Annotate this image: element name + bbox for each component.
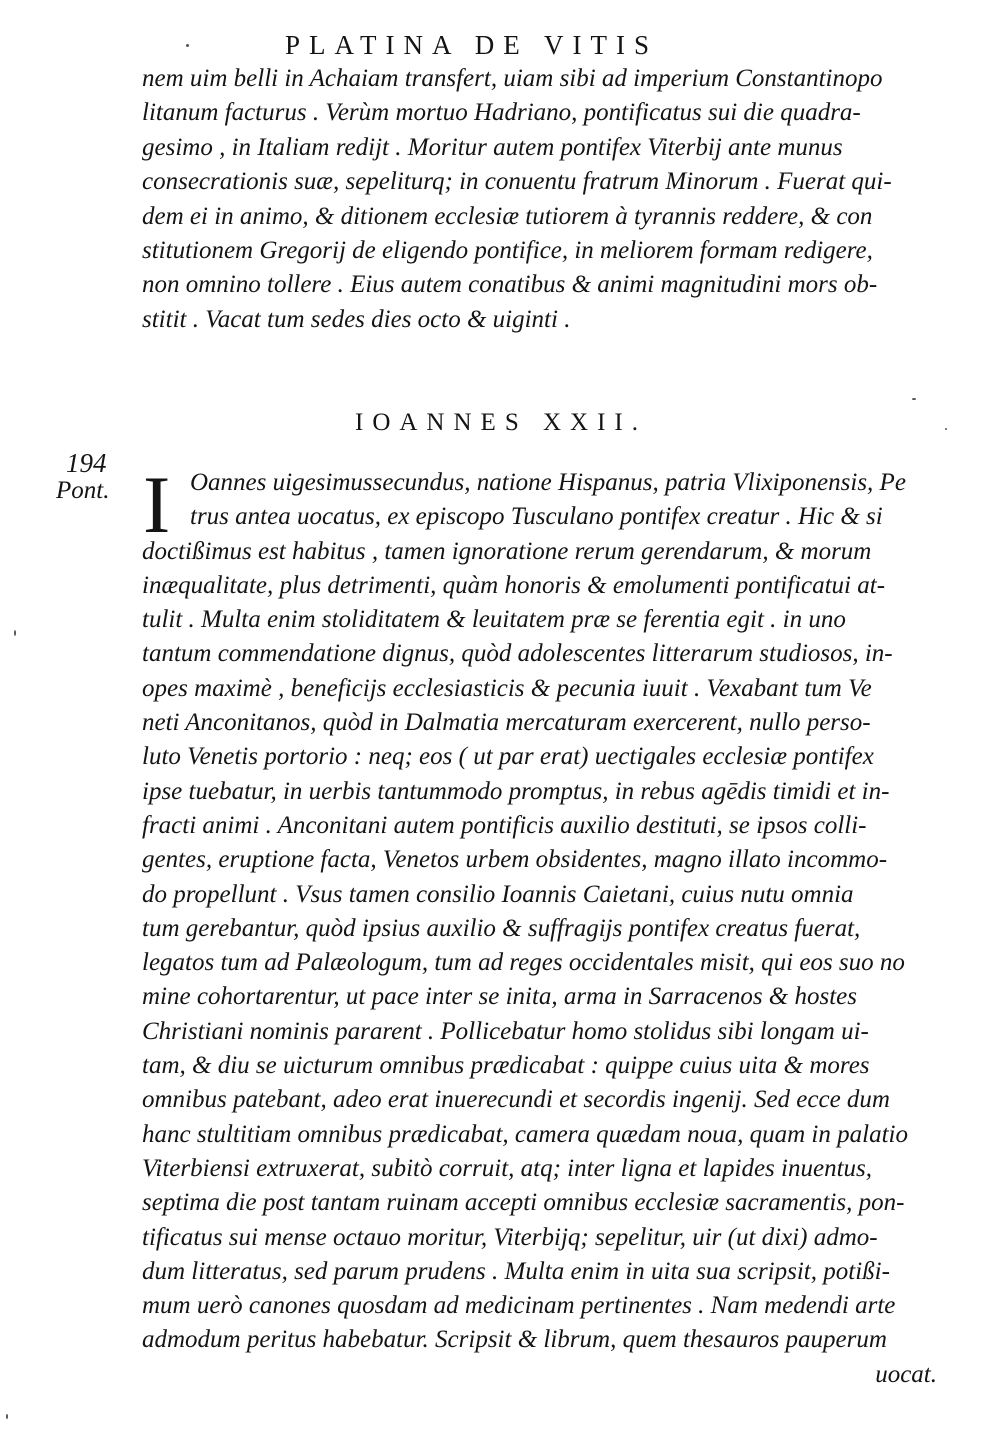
text-line: gentes, eruptione facta, Venetos urbem obsidentes, magno illato incommo- <box>142 846 888 874</box>
text-line: opes maximè , beneficijs ecclesiasticis & pecunia iuuit . Vexabant tum Ve <box>142 674 872 702</box>
text-line: neti Anconitanos, quòd in Dalmatia mercaturam exercerent, nullo perso- <box>142 709 871 737</box>
drop-cap: I <box>143 459 171 550</box>
text-line: non omnino tollere . Eius autem conatibus & animi magnitudini mors ob- <box>142 271 878 299</box>
text-line: gesimo , in Italiam redijt . Moritur autem pontifex Viterbij ante munus <box>142 133 843 161</box>
text-line: luto Venetis portorio : neq; eos ( ut par erat) uectigales ecclesiæ pontifex <box>142 743 874 771</box>
body-paragraph <box>142 459 952 1392</box>
text-line: septima die post tantam ruinam accepti omnibus ecclesiæ sacramentis, pon- <box>142 1189 905 1217</box>
ink-speck <box>945 428 947 430</box>
text-line: Oannes uigesimussecundus, natione Hispanus, patria Vlixiponensis, Pe <box>190 469 906 496</box>
text-line: mum uerò canones quosdam ad medicinam pertinentes . Nam medendi arte <box>142 1292 896 1320</box>
margin-pope-label: Pont. <box>56 477 110 504</box>
text-line: consecrationis suæ, sepeliturq; in conuentu fratrum Minorum . Fuerat qui- <box>142 168 892 196</box>
text-line: omnibus patebant, adeo erat inuerecundi et secordis ingenij. Sed ecce dum <box>142 1086 890 1114</box>
text-line: dem ei in animo, & ditionem ecclesiæ tutiorem à tyrannis reddere, & con <box>142 202 873 230</box>
text-line: tulit . Multa enim stoliditatem & leuitatem præ se ferentia egit . in uno <box>142 606 846 634</box>
ink-speck <box>14 630 16 636</box>
text-line: Viterbiensi extruxerat, subitò corruit, atq; inter ligna et lapides inuentus, <box>142 1154 873 1182</box>
running-head: PLATINA DE VITIS <box>285 30 658 60</box>
text-line: litanum facturus . Verùm mortuo Hadriano, pontificatus sui die quadra- <box>142 99 861 127</box>
top-paragraph <box>142 62 952 337</box>
section-heading: IOANNES XXII. <box>355 409 647 436</box>
text-line: ipse tuebatur, in uerbis tantummodo promptus, in rebus agēdis timidi et in- <box>142 777 890 805</box>
text-line: mine cohortarentur, ut pace inter se inita, arma in Sarracenos & hostes <box>142 983 857 1011</box>
margin-pope-number: 194 <box>66 448 107 478</box>
text-line: hanc stultitiam omnibus prædicabat, camera quædam noua, quam in palatio <box>142 1120 908 1148</box>
text-line: trus antea uocatus, ex episcopo Tusculano pontifex creatur . Hic & si <box>190 503 883 531</box>
text-line: tantum commendatione dignus, quòd adolescentes litterarum studiosos, in- <box>142 640 893 668</box>
text-line: legatos tum ad Palæologum, tum ad reges occidentales misit, qui eos suo no <box>142 949 905 977</box>
text-line: nem uim belli in Achaiam transfert, uiam sibi ad imperium Constantinopo <box>142 65 883 92</box>
text-line: dum litteratus, sed parum prudens . Multa enim in uita sua scripsit, potißi- <box>142 1257 890 1285</box>
text-line: inæqualitate, plus detrimenti, quàm honoris & emolumenti pontificatui at- <box>142 571 886 599</box>
text-line: Christiani nominis pararent . Pollicebatur homo stolidus sibi longam ui- <box>142 1017 869 1045</box>
text-line: tum gerebantur, quòd ipsius auxilio & suffragijs pontifex creatus fuerat, <box>142 914 861 942</box>
text-line: admodum peritus habebatur. Scripsit & librum, quem thesauros pauperum <box>142 1326 887 1354</box>
text-line: uocat. <box>875 1360 937 1388</box>
ink-speck <box>6 1414 8 1419</box>
text-line: stitutionem Gregorij de eligendo pontifice, in meliorem formam redigere, <box>142 236 873 264</box>
text-line: doctißimus est habitus , tamen ignoratione rerum gerendarum, & morum <box>142 537 872 565</box>
text-line: do propellunt . Vsus tamen consilio Ioannis Caietani, cuius nutu omnia <box>142 880 854 908</box>
text-line: tam, & diu se uicturum omnibus prædicabat : quippe cuius uita & mores <box>142 1052 870 1080</box>
text-line: fracti animi . Anconitani autem pontificis auxilio destituti, se ipsos colli- <box>142 811 867 839</box>
ink-speck <box>912 398 916 400</box>
ink-speck <box>186 44 189 47</box>
text-line: tificatus sui mense octauo moritur, Viterbijq; sepelitur, uir (ut dixi) admo- <box>142 1223 878 1251</box>
text-line: stitit . Vacat tum sedes dies octo & uiginti . <box>142 305 571 333</box>
